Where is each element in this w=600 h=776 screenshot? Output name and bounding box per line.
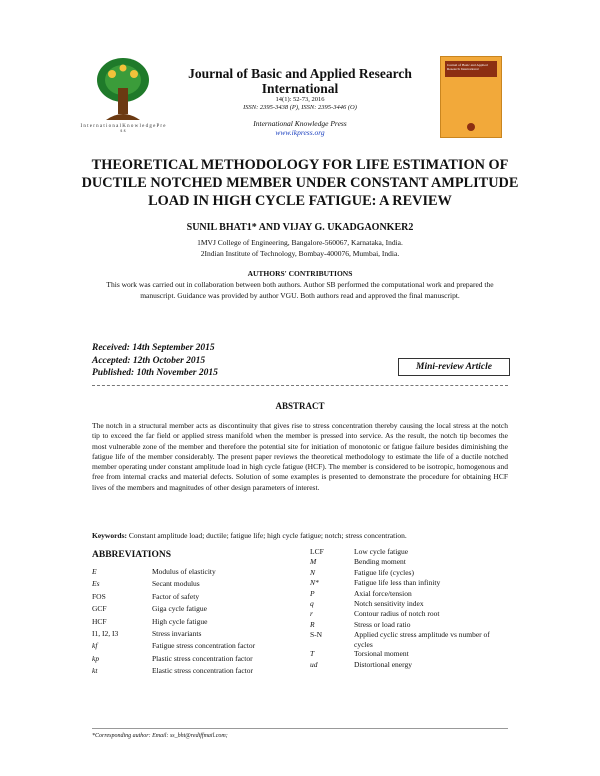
abbr-symbol: E bbox=[92, 567, 97, 576]
abbr-definition: Secant modulus bbox=[152, 579, 200, 589]
abbr-symbol: kt bbox=[92, 666, 98, 676]
contributions-heading: AUTHORS' CONTRIBUTIONS bbox=[247, 269, 353, 278]
abbr-definition: Factor of safety bbox=[152, 591, 200, 601]
abbr-row bbox=[92, 666, 282, 678]
abbreviations-table-right bbox=[310, 547, 510, 670]
accepted-date: Accepted: 12th October 2015 bbox=[92, 355, 206, 366]
publisher-name: International Knowledge Press bbox=[253, 119, 347, 128]
abbr-row bbox=[310, 660, 510, 670]
abstract-heading: ABSTRACT bbox=[275, 401, 325, 411]
abbr-definition: High cycle fatigue bbox=[152, 616, 208, 626]
abbr-row bbox=[92, 617, 282, 629]
abbreviations-table-left bbox=[92, 567, 282, 679]
corresponding-author-footnote: *Corresponding author: Email: ss_bht@rediffmail.com; bbox=[92, 733, 228, 739]
abbr-definition: Plastic stress concentration factor bbox=[152, 653, 253, 663]
abbr-symbol: q bbox=[310, 598, 314, 608]
abbr-row bbox=[92, 629, 282, 641]
publisher-url[interactable]: www.ikpress.org bbox=[275, 128, 325, 137]
abbr-definition: Fatigue life (cycles) bbox=[354, 567, 414, 577]
abbr-row bbox=[310, 547, 510, 557]
abbr-symbol: P bbox=[310, 588, 315, 598]
abbreviations-heading: ABBREVIATIONS bbox=[92, 550, 172, 560]
affiliations bbox=[80, 237, 520, 259]
abbr-row bbox=[92, 604, 282, 616]
journal-publisher-block bbox=[172, 119, 428, 137]
abbr-symbol: N* bbox=[310, 578, 319, 588]
keywords-text: Constant amplitude load; ductile; fatigue life; high cycle fatigue; notch; stress concentration. bbox=[128, 531, 407, 540]
journal-name: Journal of Basic and Applied Research International bbox=[188, 66, 412, 96]
abbr-definition: Modulus of elasticity bbox=[152, 567, 216, 576]
abbr-definition: Torsional moment bbox=[354, 649, 409, 659]
affiliation-2: 2Indian Institute of Technology, Bombay-400076, Mumbai, India. bbox=[200, 249, 400, 258]
keywords-label: Keywords: bbox=[92, 531, 127, 540]
abbr-row bbox=[310, 630, 510, 649]
publication-dates bbox=[92, 342, 292, 380]
abbr-definition: Stress or load ratio bbox=[354, 619, 411, 629]
abbr-row bbox=[92, 579, 282, 591]
abbr-row bbox=[310, 589, 510, 599]
abbr-row bbox=[92, 592, 282, 604]
cover-emblem bbox=[467, 123, 475, 131]
abbr-symbol: N bbox=[310, 567, 316, 577]
cover-text: Journal of Basic and Applied Research International bbox=[447, 63, 488, 71]
abbr-symbol: kp bbox=[92, 653, 100, 663]
abbr-symbol: ud bbox=[310, 659, 318, 669]
abbr-symbol: S-N bbox=[310, 630, 323, 640]
abbr-definition: Notch sensitivity index bbox=[354, 598, 424, 608]
abbr-definition: Giga cycle fatigue bbox=[152, 604, 207, 614]
affiliation-1: 1MVJ College of Engineering, Bangalore-560067, Karnataka, India. bbox=[197, 238, 403, 247]
abbr-symbol: LCF bbox=[310, 547, 324, 556]
abbr-definition: Contour radius of notch root bbox=[354, 609, 440, 619]
journal-issn: ISSN: 2395-3438 (P), ISSN: 2395-3446 (O) bbox=[243, 104, 357, 111]
abbr-definition: Bending moment bbox=[354, 557, 406, 567]
abbr-definition: Axial force/tension bbox=[354, 588, 412, 598]
abbr-symbol: kf bbox=[92, 641, 98, 651]
section-divider bbox=[92, 385, 508, 386]
abbr-symbol: FOS bbox=[92, 591, 106, 601]
logo-caption: I n t e r n a t i o n a l K n o w l e d g e P r e s s bbox=[80, 124, 166, 134]
article-type-badge: Mini-review Article bbox=[398, 358, 510, 376]
abbr-row bbox=[310, 578, 510, 588]
abbr-row bbox=[310, 620, 510, 630]
abstract-text: The notch in a structural member acts as discontinuity that gives rise to stress concentration thereby causing the local stress at the notch tip to exceed the far field or applied stress manifold when the member is pressed into service. As the result, the notch tip becomes the most vulnerable zone of the member and therefore the potential site for initiation of monotonic or fatigue failure besides diminishing the fatigue life of the member considerably. The present paper reviews the theoretical methodology to estimate the life of a ductile notched member operating under constant amplitude load in high cycle fatigue (HCF). The member is considered to be isotropic, homogenous and free from internal cracks and material defects. Solution of some examples is presented to demonstrate the procedure for obtaining HCF lives of the members and magnitudes of other design parameters of interest. bbox=[92, 421, 508, 492]
keywords bbox=[92, 531, 508, 541]
abbr-definition: Low cycle fatigue bbox=[354, 547, 409, 556]
contributions-text: This work was carried out in collaboration between both authors. Author SB performed the computational work and prepared the manuscript. Guidance was provided by author VGU. Both authors read and approved the final manuscript. bbox=[106, 280, 494, 300]
authors: SUNIL BHAT1* AND VIJAY G. UKADGAONKER2 bbox=[186, 222, 414, 233]
abbr-symbol: HCF bbox=[92, 616, 107, 626]
abbr-row bbox=[92, 641, 282, 653]
abbr-definition: Fatigue life less than infinity bbox=[354, 578, 441, 588]
journal-issue: 14(1): 52-73, 2016 bbox=[275, 96, 325, 103]
abbr-symbol: I1, I2, I3 bbox=[92, 628, 119, 638]
abbr-symbol: T bbox=[310, 649, 315, 659]
abbr-symbol: M bbox=[310, 557, 317, 567]
paper-title: THEORETICAL METHODOLOGY FOR LIFE ESTIMATION OF DUCTILE NOTCHED MEMBER UNDER CONSTANT AMPLITUDE LOAD IN HIGH CYCLE FATIGUE: A REVIEW bbox=[81, 157, 519, 209]
published-date: Published: 10th November 2015 bbox=[92, 368, 218, 378]
abbr-symbol: Es bbox=[92, 579, 100, 589]
abbr-definition: Stress invariants bbox=[152, 628, 202, 638]
journal-cover bbox=[440, 56, 502, 138]
abbr-symbol: r bbox=[310, 609, 313, 619]
journal-meta bbox=[172, 96, 428, 112]
abbr-row bbox=[310, 557, 510, 567]
abbr-symbol: R bbox=[310, 619, 315, 629]
abbr-row bbox=[310, 609, 510, 619]
abbr-row bbox=[92, 567, 282, 579]
abbr-symbol: GCF bbox=[92, 604, 107, 614]
abbr-row bbox=[310, 599, 510, 609]
abbr-row bbox=[92, 654, 282, 666]
received-date: Received: 14th September 2015 bbox=[92, 343, 215, 353]
footnote-rule bbox=[92, 728, 508, 729]
abbr-definition: Elastic stress concentration factor bbox=[152, 666, 254, 676]
abbr-row bbox=[310, 568, 510, 578]
abbr-definition: Fatigue stress concentration factor bbox=[152, 641, 256, 651]
tree-logo bbox=[92, 56, 154, 126]
abbr-definition: Distortional energy bbox=[354, 659, 412, 669]
abbr-row bbox=[310, 649, 510, 659]
abbr-definition: Applied cyclic stress amplitude vs number of cycles bbox=[354, 630, 490, 649]
